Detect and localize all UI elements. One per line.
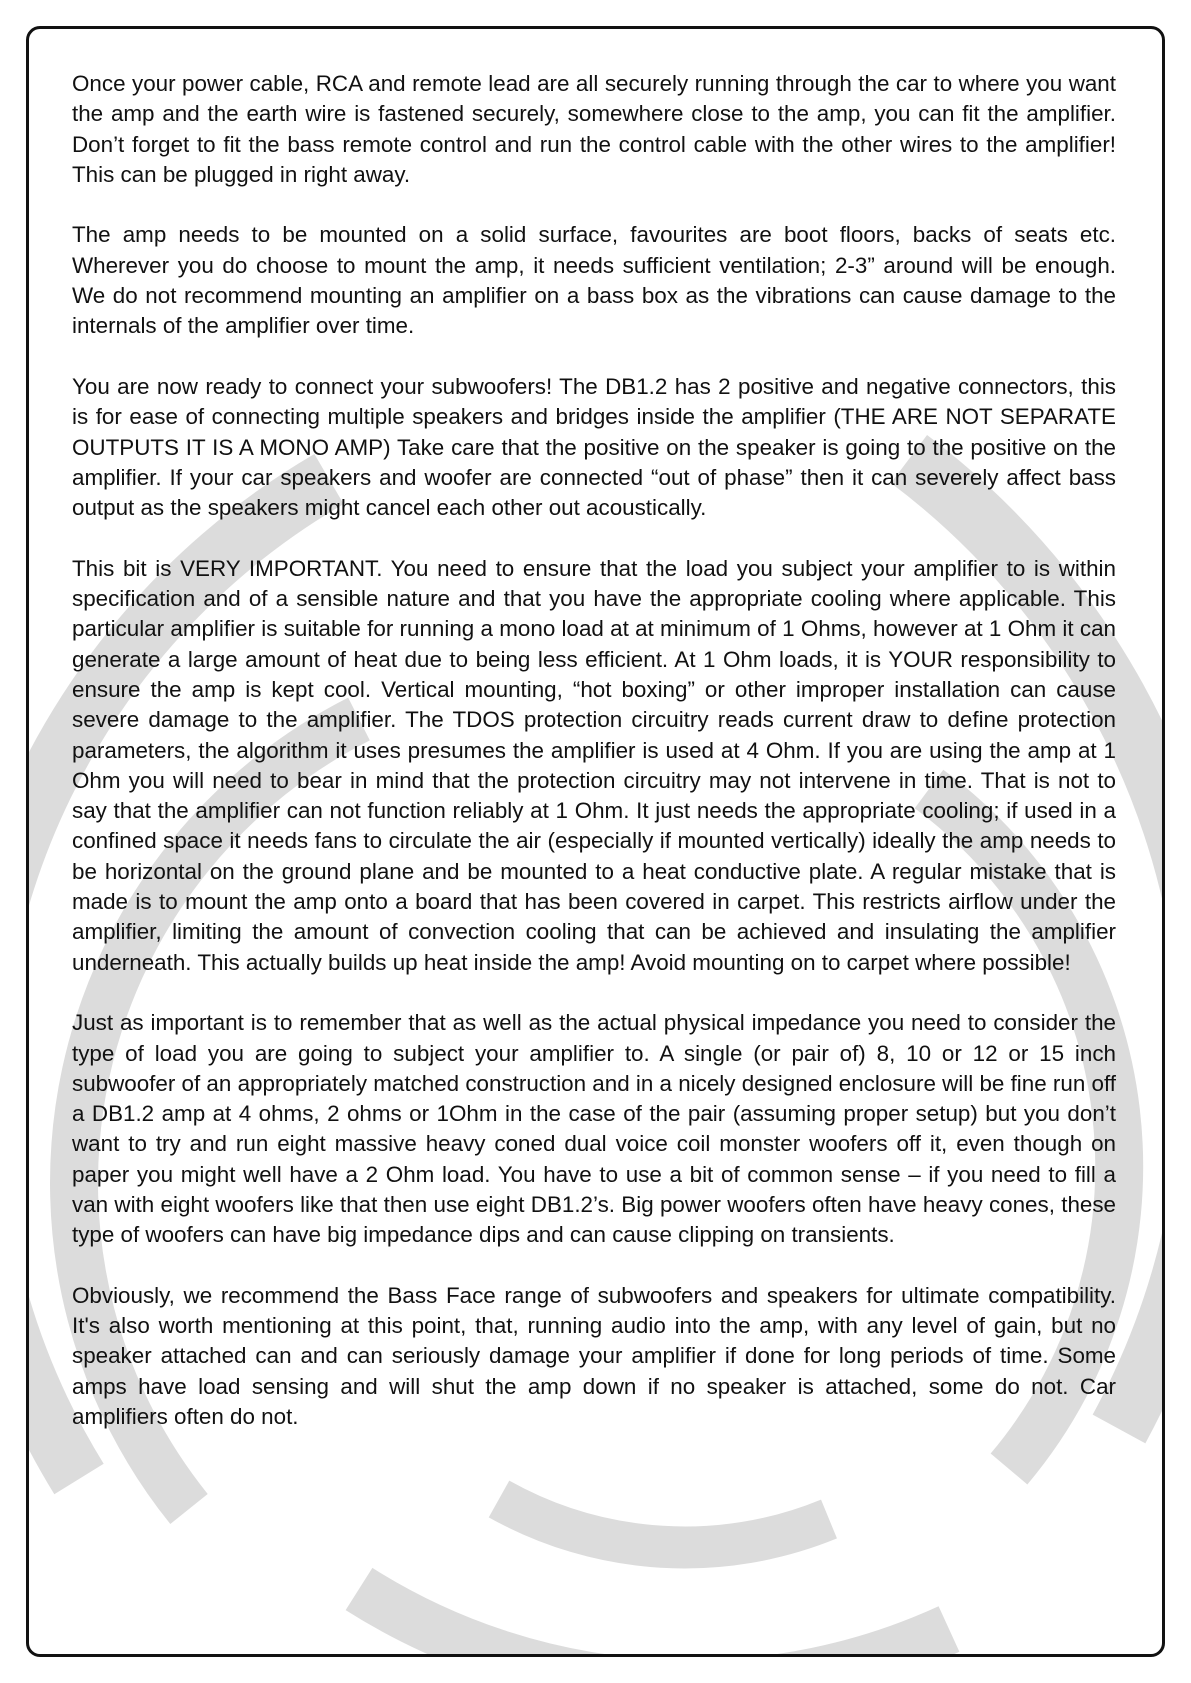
paragraph-load-type: Just as important is to remember that as well as the actual physical impedance you need to consider the type of load you are going to subject your amplifier to. A single (or pair of) 8, 10 or 12 or 15 inch subwoofer of an appropriately matched construction and in a nicely designed enclosure will be fine run off a DB1.2 amp at 4 ohms, 2 ohms or 1Ohm in the case of the pair (assuming proper setup) but you don’t want to try and run eight massive heavy coned dual voice coil monster woofers off it, even though on paper you might well have a 2 Ohm load. You have to use a bit of common sense – if you need to fill a van with eight woofers like that then use eight DB1.2’s. Big power woofers often have heavy cones, these type of woofers can have big impedance dips and can cause clipping on transients. [72, 1010, 1116, 1248]
paragraph-load-specification: This bit is VERY IMPORTANT. You need to ensure that the load you subject your amplifier to is within specification and of a sensible nature and that you have the appropriate cooling where applicable. This particular amplifier is suitable for running a mono load at at minimum of 1 Ohms, however at 1 Ohm it can generate a large amount of heat due to being less efficient. At 1 Ohm loads, it is YOUR responsibility to ensure the amp is kept cool. Vertical mounting, “hot boxing” or other improper installation can cause severe damage to the amplifier. The TDOS protection circuitry reads current draw to define protection parameters, the algorithm it uses presumes the amplifier is used at 4 Ohm. If you are using the amp at 1 Ohm you will need to bear in mind that the protection circuitry may not intervene in time. That is not to say that the amplifier can not function reliably at 1 Ohm. It just needs the appropriate cooling; if used in a confined space it needs fans to circulate the air (especially if mounted vertically) ideally the amp needs to be horizontal on the ground plane and be mounted to a heat conductive plate. A regular mistake that is made is to mount the amp onto a board that has been covered in carpet. This restricts airflow under the amplifier, limiting the amount of convection cooling that can be achieved and insulating the amplifier underneath. This actually builds up heat inside the amp! Avoid mounting on to carpet where possible! [72, 555, 1116, 975]
watermark-bottom-arc [359, 1589, 949, 1657]
paragraph-fitting-amplifier: Once your power cable, RCA and remote lead are all securely running through the car to where you want the amp and the earth wire is fastened securely, somewhere close to the amp, you can fit the amplifier. Don’t forget to fit the bass remote control and run the control cable with the other wires to the amplifier! This can be plugged in right away. [72, 71, 1116, 187]
paragraph-connecting-subwoofers: You are now ready to connect your subwoofers! The DB1.2 has 2 positive and negative connectors, this is for ease of connecting multiple speakers and bridges inside the amplifier (THE ARE NOT SEPARATE OUTPUTS IT IS A MONO AMP) Take care that the positive on the speaker is going to the positive on the amplifier. If your car speakers and woofer are connected “out of phase” then it can severely affect bass output as the speakers might cancel each other out acoustically. [72, 373, 1116, 521]
page-frame [26, 26, 1165, 1657]
watermark-bottom-inner-arc [499, 1499, 829, 1547]
paragraph-mounting-surface: The amp needs to be mounted on a solid surface, favourites are boot floors, backs of seats etc. Wherever you do choose to mount the amp, it needs sufficient ventilation; 2-3” around will be enough. We do not recommend mounting an amplifier on a bass box as the vibrations can cause damage to the internals of the amplifier over time. [72, 222, 1116, 339]
paragraph-recommendation: Obviously, we recommend the Bass Face range of subwoofers and speakers for ultimate compatibility. It's also worth mentioning at this point, that, running audio into the amp, with any level of gain, but no speaker attached can and can seriously damage your amplifier if done for long periods of time. Some amps have load sensing and will shut the amp down if no speaker is attached, some do not. Car amplifiers often do not. [72, 1282, 1116, 1430]
document-body [72, 69, 1116, 1432]
